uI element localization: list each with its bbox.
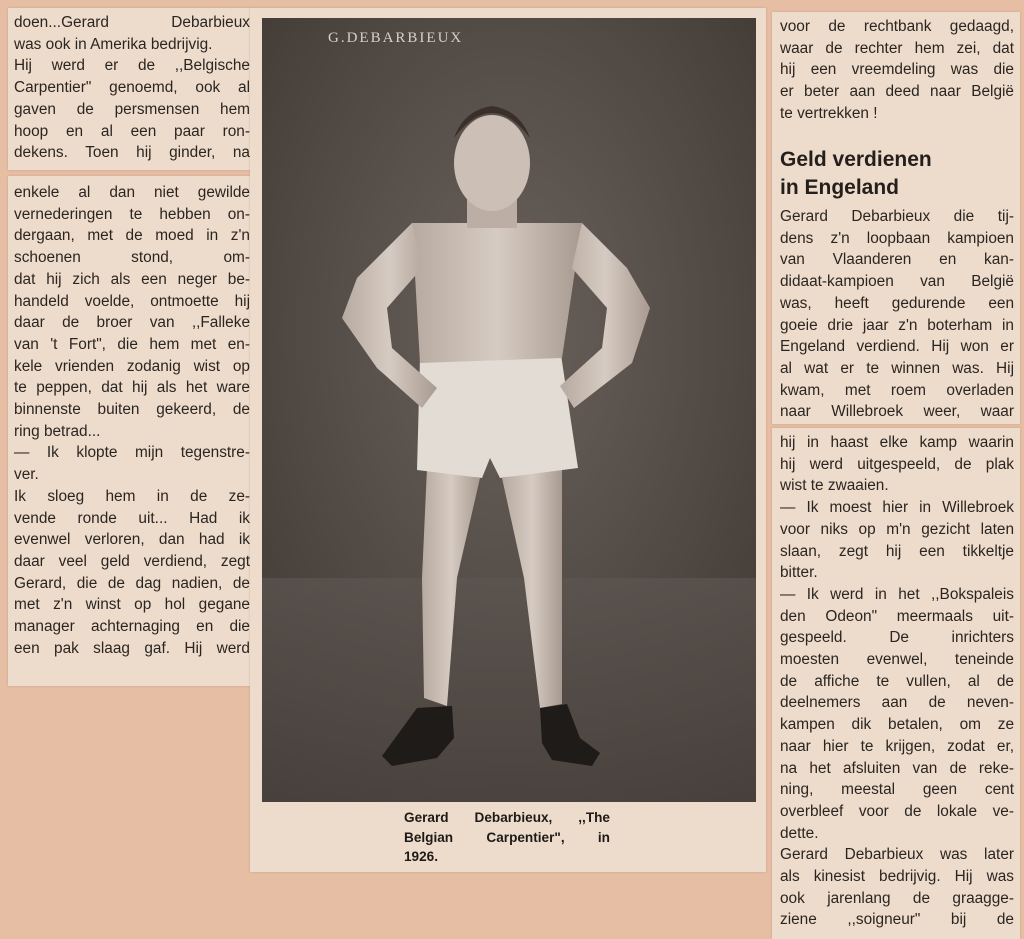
text-line: al wat er te winnen was. Hij [780, 359, 1014, 377]
text-line: schoenen stond, om- [14, 249, 250, 267]
text-line: voor de rechtbank gedaagd, [780, 18, 1014, 35]
text-line: — Ik moest hier in Willebroek [780, 499, 1014, 517]
section-heading [780, 146, 1014, 202]
article-column-right-top [780, 16, 1014, 125]
text-line: daar veel geld verdiend, zegt [14, 552, 250, 570]
caption-line: Belgian Carpentier", in [404, 829, 610, 845]
text-line: daar de broer van ,,Falleke [14, 314, 250, 332]
text-line: kampen dik betalen, om ze [780, 716, 1014, 734]
text-line: hoop en al een paar ron- [14, 122, 250, 140]
caption-line: 1926. [404, 849, 439, 864]
text-line: gaven de persmensen hem [14, 100, 250, 118]
text-line: manager achternaging en die [14, 618, 250, 636]
text-line: de affiche te vullen, al de [780, 672, 1014, 690]
text-line: na het afsluiten van de reke- [780, 759, 1014, 777]
text-line: vernederingen te hebben on- [14, 205, 250, 223]
text-line: waar de rechter hem zei, dat [780, 39, 1014, 57]
text-line: kele vrienden zodanig wist op [14, 357, 250, 375]
text-line: Gerard Debarbieux was later [780, 846, 1014, 864]
text-line: ook jarenlang de graagge- [780, 889, 1014, 907]
text-line: den Odeon" meermaals uit- [780, 607, 1014, 625]
caption-line: Gerard Debarbieux, ,,The [404, 810, 610, 825]
text-line: Gerard Debarbieux die tij- [780, 208, 1014, 225]
text-line: er beter aan deed naar België [780, 83, 1014, 101]
text-line: — Ik werd in het ,,Bokspaleis [780, 585, 1014, 603]
text-line: hij werd uitgespeeld, de plak [780, 455, 1014, 473]
article-column-right-middle [780, 206, 1014, 423]
text-line: binnenste buiten gekeerd, de [14, 401, 250, 419]
text-line: hij in haast elke kamp waarin [780, 434, 1014, 451]
text-line: deelnemers aan de neven- [780, 694, 1014, 712]
photo-signature: G.DEBARBIEUX [328, 30, 464, 46]
article-column-left-bottom [14, 182, 250, 659]
text-line: ziene ,,soigneur" bij de [780, 911, 1014, 929]
text-line: dat hij zich als een neger be- [14, 270, 250, 288]
text-line: vende ronde uit... Had ik [14, 509, 250, 527]
text-line: van Vlaanderen en kan- [780, 251, 1014, 269]
text-line: handeld voelde, ontmoette hij [14, 292, 250, 310]
text-line: naar Willebroek weer, waar [780, 403, 1014, 421]
text-line: moesten evenwel, teneinde [780, 651, 1014, 669]
text-line: overbleef voor de lokale ve- [780, 802, 1014, 820]
text-line: enkele al dan niet gewilde [14, 184, 250, 201]
text-line: te peppen, dat hij als het ware [14, 379, 250, 397]
text-line: evenwel verloren, dan had ik [14, 531, 250, 549]
heading-line: in Engeland [780, 176, 900, 199]
text-line: Ik sloeg hem in de ze- [14, 487, 250, 505]
text-line: te vertrekken ! [780, 104, 878, 122]
text-line: dekens. Toen hij ginder, na [14, 144, 250, 162]
article-column-right-bottom [780, 432, 1014, 931]
text-line: doen...Gerard Debarbieux [14, 14, 250, 31]
text-line: voor niks op m'n gezicht laten [780, 520, 1014, 538]
text-line: slaan, zegt hij een tikkeltje [780, 542, 1014, 560]
text-line: ver. [14, 466, 39, 484]
text-line: ning, meestal geen cent [780, 781, 1014, 799]
text-line: dergaan, met de moed in z'n [14, 227, 250, 245]
boxer-illustration [262, 18, 756, 802]
text-line: ring betrad... [14, 422, 101, 440]
text-line: kwam, met roem overladen [780, 381, 1014, 399]
text-line: didaat-kampioen van België [780, 273, 1014, 291]
text-line: wist te zwaaien. [780, 477, 889, 495]
text-line: bitter. [780, 564, 818, 582]
text-line: hij een vreemdeling was die [780, 61, 1014, 79]
text-line: dens z'n loopbaan kampioen [780, 229, 1014, 247]
text-line: was ook in Amerika bedrijvig. [14, 35, 213, 53]
text-line: met z'n winst op hol gegane [14, 596, 250, 614]
text-line: Gerard, die de dag nadien, de [14, 574, 250, 592]
text-line: was, heeft gedurende een [780, 294, 1014, 312]
text-line: naar hier te krijgen, zodat er, [780, 737, 1014, 755]
text-line: een pak slaag gaf. Hij werd [14, 639, 250, 657]
text-line: — Ik klopte mijn tegenstre- [14, 444, 250, 462]
photo-caption [404, 808, 610, 867]
heading-line: Geld verdienen [780, 148, 932, 171]
text-line: als kinesist bedrijvig. Hij was [780, 868, 1014, 886]
text-line: van 't Fort", die hem met en- [14, 335, 250, 353]
text-line: dette. [780, 824, 819, 842]
boxer-photo [262, 18, 756, 802]
text-line: gespeeld. De inrichters [780, 629, 1014, 647]
text-line: Engeland verdiend. Hij won er [780, 338, 1014, 356]
text-line: Hij werd er de ,,Belgische [14, 57, 250, 75]
article-column-left-top [14, 12, 250, 164]
text-line: goeie drie jaar z'n boterham in [780, 316, 1014, 334]
text-line: Carpentier" genoemd, ook al [14, 79, 250, 97]
